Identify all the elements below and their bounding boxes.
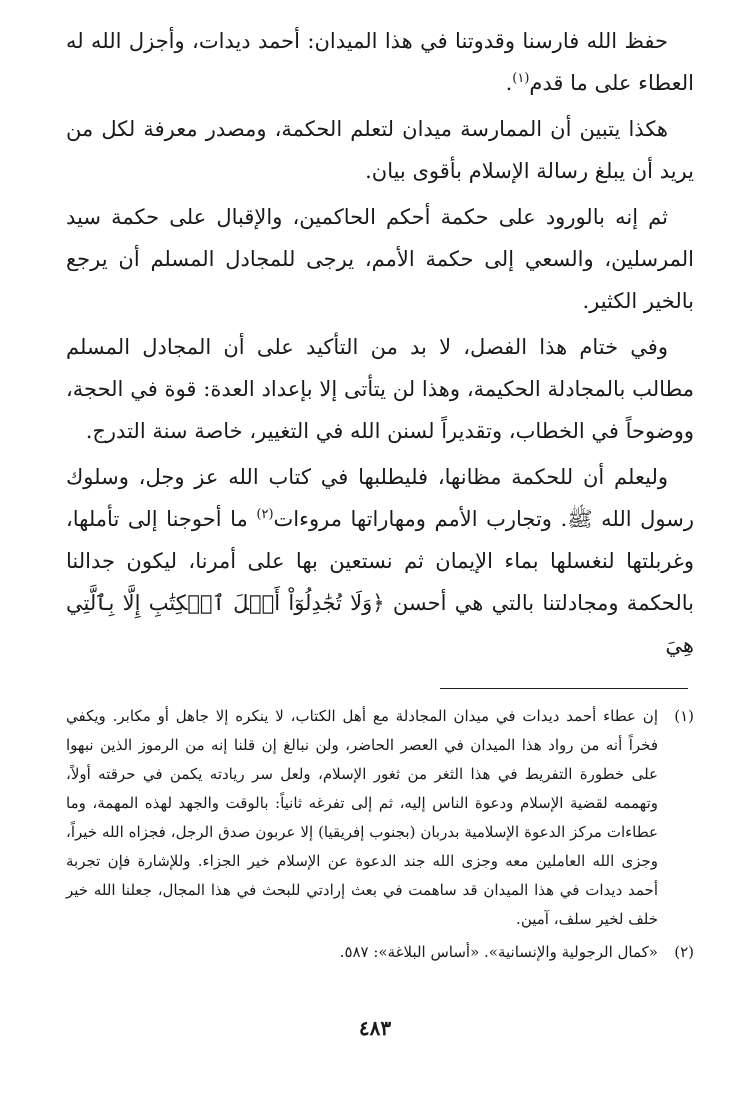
paragraph-1 bbox=[66, 20, 694, 104]
paragraph-5-text-a: وليعلم أن للحكمة مظانها، فليطلبها في كتاب الله عز وجل، وسلوك رسول الله ﷺ. وتجارب الأمم ومهاراتها مروءات bbox=[66, 465, 695, 531]
footnote-ref-2: (٢) bbox=[256, 507, 274, 522]
footnote-2 bbox=[66, 938, 694, 967]
main-text bbox=[66, 20, 694, 670]
footnote-2-text: «كمال الرجولية والإنسانية». «أساس البلاغة»: ٥٨٧. bbox=[339, 943, 658, 961]
quran-verse: ﴿وَلَا تُجَٰدِلُوٓاْ أَهۡلَ ٱلۡكِتَٰبِ إِلَّا بِٱلَّتِي هِيَ bbox=[66, 591, 694, 657]
paragraph-4: وفي ختام هذا الفصل، لا بد من التأكيد على أن المجادل المسلم مطالب بالمجادلة الحكيمة، وهذا لن يتأتى إلا بإعداد العدة: قوة في الحجة، ووضوحاً في الخطاب، وتقديراً لسنن الله في التغيير، خاصة سنة التدرج. bbox=[66, 335, 694, 443]
footnote-separator bbox=[440, 688, 688, 689]
footnote-1-number: (١) bbox=[674, 707, 694, 725]
paragraph-5-text-b: ما أحوجنا إلى تأملها، وغربلتها لنغسلها بماء الإيمان ثم نستعين بها على أمرنا، ليكون جدالنا بالحكمة ومجادلتنا بالتي هي أحسن bbox=[66, 507, 695, 615]
paragraph-3: ثم إنه بالورود على حكمة أحكم الحاكمين، والإقبال على حكمة سيد المرسلين، والسعي إلى حكمة الأمم، يرجى للمجادل المسلم أن يرجع بالخير الكثير. bbox=[66, 205, 694, 313]
page-number: ٤٨٣ bbox=[358, 1016, 392, 1040]
footnote-2-number: (٢) bbox=[674, 943, 694, 961]
paragraph-2: هكذا يتبين أن الممارسة ميدان لتعلم الحكمة، ومصدر معرفة لكل من يريد أن يبلغ رسالة الإسلام بأقوى بيان. bbox=[66, 117, 694, 183]
paragraph-5 bbox=[66, 456, 694, 666]
footnotes bbox=[66, 702, 694, 971]
footnote-1-text: إن عطاء أحمد ديدات في ميدان المجادلة مع أهل الكتاب، لا ينكره إلا جاهل أو مكابر. ويكفي فخراً أنه من رواد هذا الميدان في العصر الحاضر، ولن نبالغ إن قلنا إنه من الرموز الذين نبهوا على خطورة التفريط في هذا الثغر من ثغور الإسلام، ولعل سر ريادته يكمن في حرقته أولاً، وتهممه لقضية الإسلام ودعوة الناس إليه، ثم إلى تفرغه ثانياً: بالوقت والجهد لهذه المهمة، وما عطاءات مركز الدعوة الإسلامية بدربان (بجنوب إفريقيا) إلا عربون صدق الرجل، فجزاه الله خيراً، وجزى الله العاملين معه وجزى الله جند الدعوة عن الإسلام خير الجزاء. وللإشارة فإن تجربة أحمد ديدات في هذا الميدان قد ساهمت في بعث إرادتي للبحث في هذا المجال، جعلنا الله خير خلف لخير سلف، آمين. bbox=[66, 707, 658, 928]
paragraph-1-end: . bbox=[505, 71, 513, 95]
footnote-1 bbox=[66, 702, 694, 934]
footnote-ref-1: (١) bbox=[512, 71, 530, 86]
paragraph-1-text: حفظ الله فارسنا وقدوتنا في هذا الميدان: أحمد ديدات، وأجزل الله له العطاء على ما قدم bbox=[66, 29, 694, 95]
